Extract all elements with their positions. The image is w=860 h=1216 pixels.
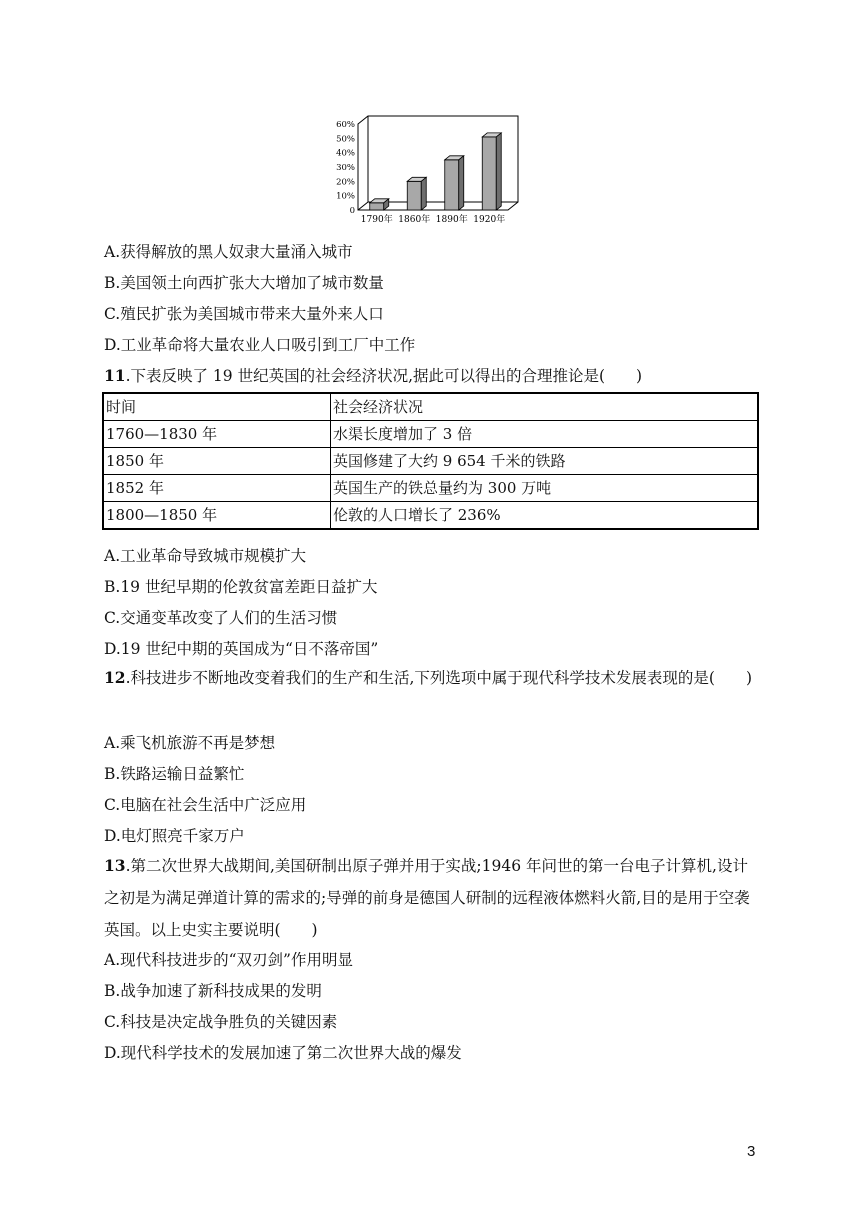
q12-stem — [104, 662, 760, 694]
q10-option-d: D.工业革命将大量农业人口吸引到工厂中工作 — [104, 336, 416, 354]
table-cell-status: 英国修建了大约 9 654 千米的铁路 — [331, 448, 759, 475]
x-tick-label: 1920年 — [473, 215, 506, 225]
y-tick-label: 0 — [349, 206, 355, 216]
q10-option-c: C.殖民扩张为美国城市带来大量外来人口 — [104, 305, 384, 323]
bar-chart — [330, 112, 526, 230]
q13-option-a: A.现代科技进步的“双刃剑”作用明显 — [104, 951, 353, 969]
bar — [482, 137, 496, 210]
y-tick-label: 60% — [336, 120, 355, 130]
q13-option-c: C.科技是决定战争胜负的关键因素 — [104, 1013, 338, 1031]
q11-option-a: A.工业革命导致城市规模扩大 — [104, 547, 307, 565]
q12-option-b: B.铁路运输日益繁忙 — [104, 765, 245, 783]
bar-side — [421, 177, 426, 210]
q13-number: 13 — [104, 856, 126, 875]
table-cell-status: 水渠长度增加了 3 倍 — [331, 421, 759, 448]
q11-option-b: B.19 世纪早期的伦敦贫富差距日益扩大 — [104, 578, 378, 596]
y-tick-label: 40% — [336, 148, 355, 159]
x-tick-label: 1890年 — [435, 215, 468, 225]
q12-stem-text: .科技进步不断地改变着我们的生产和生活,下列选项中属于现代科学技术发展表现的是( ) — [125, 669, 753, 687]
q10-option-b: B.美国领土向西扩张大大增加了城市数量 — [104, 274, 384, 292]
q12-option-a: A.乘飞机旅游不再是梦想 — [104, 734, 276, 752]
bar-side — [496, 133, 501, 210]
x-tick-label: 1860年 — [398, 215, 431, 225]
table-cell-time: 1800—1850 年 — [103, 502, 331, 530]
bar — [370, 203, 384, 210]
bar — [445, 160, 459, 210]
table-row — [103, 475, 758, 502]
table-header-status: 社会经济状况 — [331, 393, 759, 421]
table-cell-time: 1760—1830 年 — [103, 421, 331, 448]
q13-stem — [104, 850, 760, 946]
table-cell-time: 1852 年 — [103, 475, 331, 502]
q12-option-d: D.电灯照亮千家万户 — [104, 827, 245, 845]
table-cell-time: 1850 年 — [103, 448, 331, 475]
q12-number: 12 — [104, 668, 126, 687]
q13-option-d: D.现代科学技术的发展加速了第二次世界大战的爆发 — [104, 1044, 462, 1062]
q10-option-a: A.获得解放的黑人奴隶大量涌入城市 — [104, 243, 353, 261]
bar — [407, 181, 421, 210]
x-tick-label: 1790年 — [360, 215, 393, 225]
q11-number: 11 — [104, 366, 126, 385]
bar-side — [459, 156, 464, 210]
y-tick-label: 30% — [336, 163, 355, 173]
q12-option-c: C.电脑在社会生活中广泛应用 — [104, 796, 307, 814]
page-number: 3 — [747, 1143, 756, 1160]
bar-chart-svg — [330, 112, 526, 230]
table-header-time: 时间 — [103, 393, 331, 421]
q11-option-c: C.交通变革改变了人们的生活习惯 — [104, 609, 338, 627]
table-row — [103, 421, 758, 448]
table-header-row — [103, 393, 758, 421]
y-tick-label: 50% — [336, 134, 355, 145]
q11-option-d: D.19 世纪中期的英国成为“日不落帝国” — [104, 640, 379, 658]
q11-stem — [104, 366, 642, 386]
table-row — [103, 448, 758, 475]
y-tick-label: 10% — [336, 191, 355, 202]
q11-stem-text: .下表反映了 19 世纪英国的社会经济状况,据此可以得出的合理推论是( ) — [125, 367, 643, 385]
q13-option-b: B.战争加速了新科技成果的发明 — [104, 982, 322, 1000]
y-tick-label: 20% — [336, 177, 355, 188]
q13-stem-text: .第二次世界大战期间,美国研制出原子弹并用于实战;1946 年问世的第一台电子计算机,设计之初是为满足弹道计算的需求的;导弹的前身是德国人研制的远程液体燃料火箭,目的是用于空袭英国。以上史实主要说明( ) — [104, 857, 750, 939]
table-cell-status: 伦敦的人口增长了 236% — [331, 502, 759, 530]
q11-table — [102, 392, 759, 530]
table-row — [103, 502, 758, 530]
table-cell-status: 英国生产的铁总量约为 300 万吨 — [331, 475, 759, 502]
